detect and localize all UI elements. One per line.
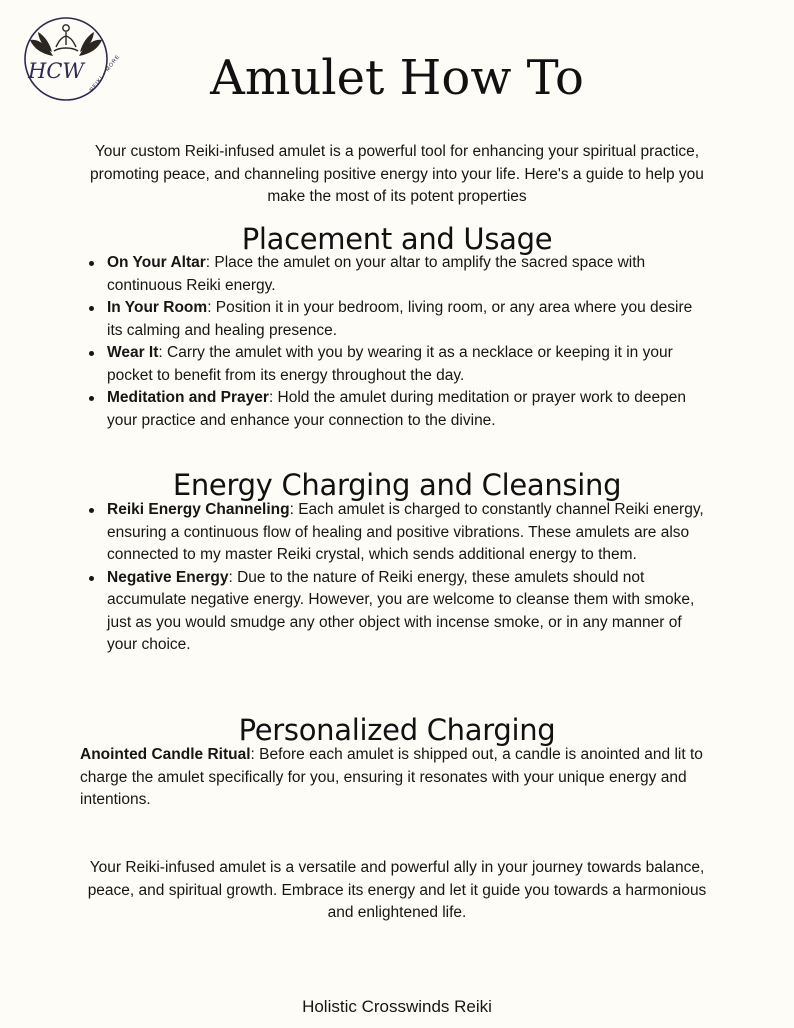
logo-monogram: HCW [28,59,84,83]
list-item-term: On Your Altar [107,254,206,271]
list-item-text: : Due to the nature of Reiki energy, these amulets should not accumulate negative energy. However, you are welcome to cleanse them with smoke, just as you would smudge any other object with incense smoke, or in any manner of your choice. [107,568,695,653]
logo-tagline: REIKI • MORE [88,53,122,94]
section-heading-personalized: Personalized Charging [238,713,556,747]
list-item-term: Negative Energy [107,568,229,586]
page-title: Amulet How To [210,50,584,106]
list-item [107,567,712,657]
list-item-text: : Place the amulet on your altar to amplify the sacred space with continuous Reiki energy. [107,254,646,294]
personalized-paragraph [80,744,720,812]
intro-paragraph: Your custom Reiki-infused amulet is a powerful tool for enhancing your spiritual practice, promoting peace, and channeling positive energy into your life. Here's a guide to help you make the most of its potent properties [90,143,704,205]
closing-paragraph: Your Reiki-infused amulet is a versatile and powerful ally in your journey towards balance, peace, and spiritual growth. Embrace its energy and let it guide you towards a harmonious and enlightened life. [87,859,707,921]
paragraph-text: : Before each amulet is shipped out, a candle is anointed and lit to charge the amulet specifically for you, ensuring it resonates with your unique energy and intentions. [80,746,703,808]
list-item-term: Wear It [107,344,159,361]
list-item-term: Reiki Energy Channeling [107,501,290,518]
section-heading-placement: Placement and Usage [241,222,553,256]
list-item-term: Meditation and Prayer [107,389,269,406]
placement-list [107,252,712,432]
list-item [107,387,712,432]
list-item-text: : Position it in your bedroom, living room, or any area where you desire its calming and healing presence. [107,299,693,339]
paragraph-term: Anointed Candle Ritual [80,746,251,763]
footer-brand: Holistic Crosswinds Reiki [302,997,492,1016]
list-item [107,342,712,387]
list-item [107,297,712,342]
list-item [107,499,712,567]
list-item-term: In Your Room [107,299,208,316]
list-item-text: : Carry the amulet with you by wearing it as a necklace or keeping it in your pocket to benefit from its energy throughout the day. [107,344,673,384]
list-item-text: : Each amulet is charged to constantly channel Reiki energy, ensuring a continuous flow of healing and positive vibrations. These amulets are also connected to my master Reiki crystal, which sends additional energy to them. [107,501,704,563]
list-item [107,252,712,297]
list-item-text: : Hold the amulet during meditation or prayer work to deepen your practice and enhance your connection to the divine. [107,389,686,429]
section-heading-energy: Energy Charging and Cleansing [172,468,622,502]
energy-list [107,499,712,657]
